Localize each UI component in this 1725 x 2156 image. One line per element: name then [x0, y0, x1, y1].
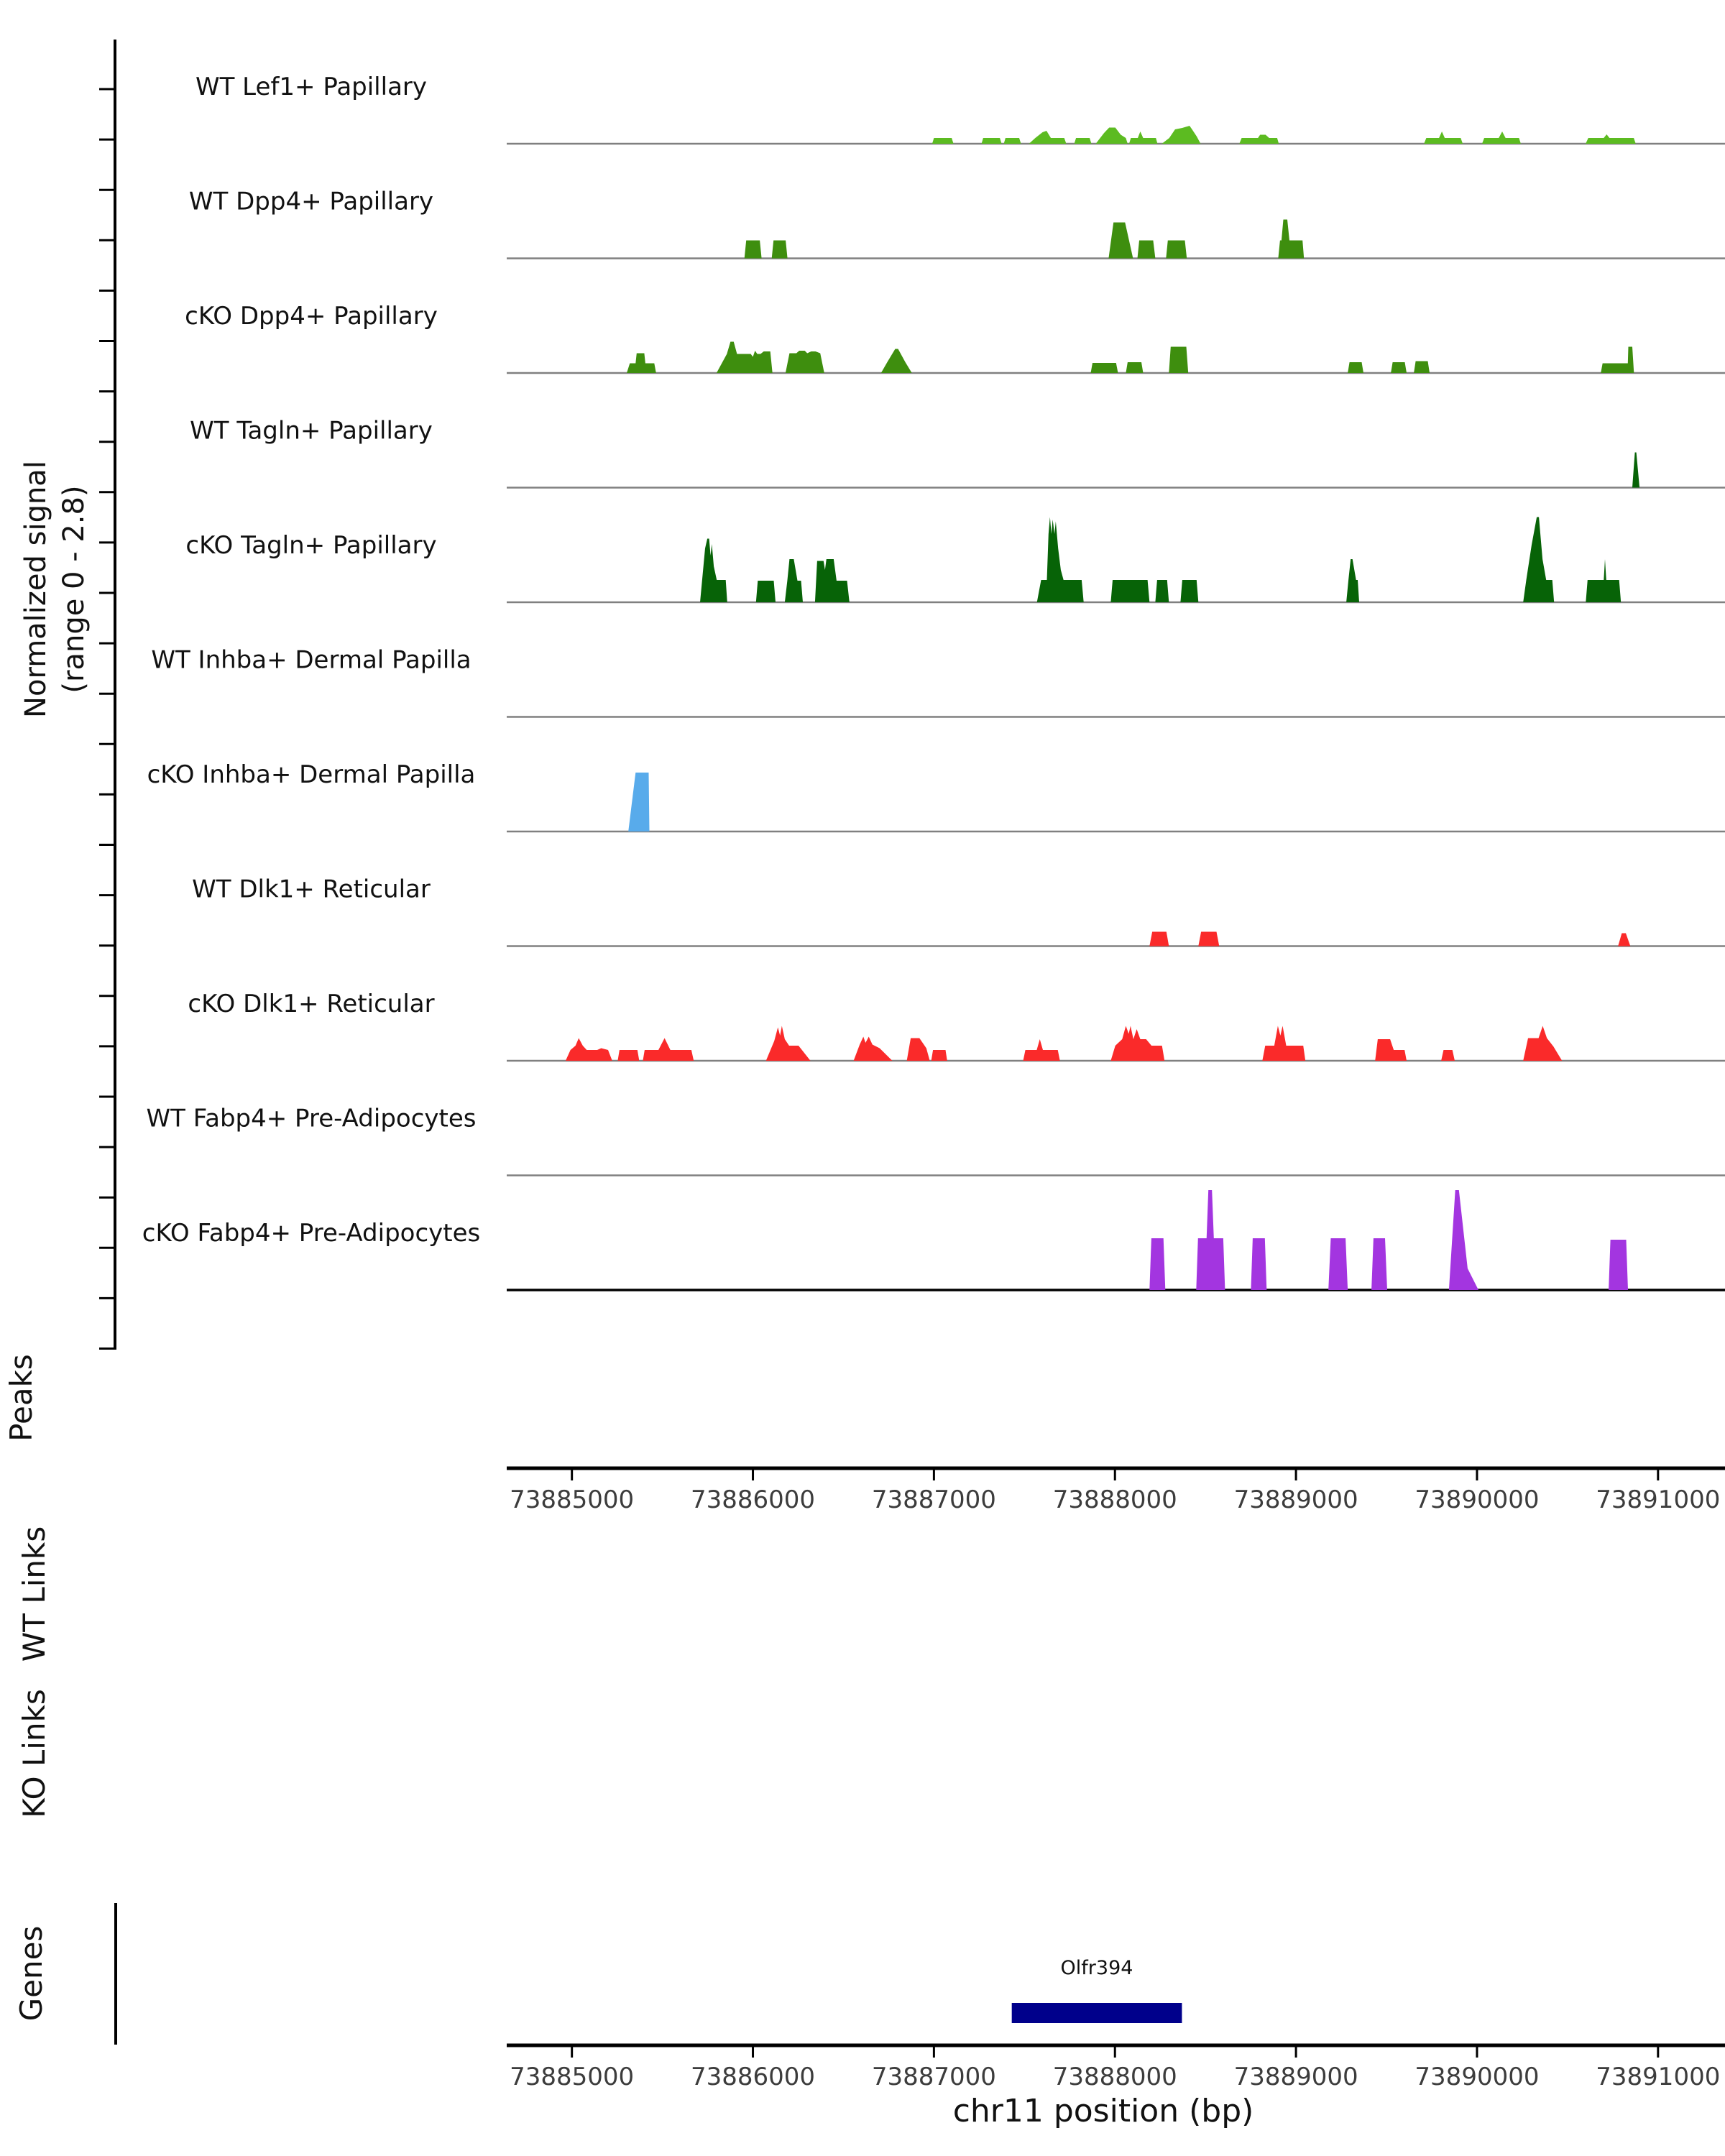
x-axis-tick-label: 73888000 [1052, 2063, 1177, 2091]
x-axis-tick-label: 73887000 [871, 1485, 996, 1514]
signal-peak [785, 559, 803, 602]
signal-peak [1029, 131, 1067, 144]
signal-peak [932, 138, 954, 144]
signal-peak [1162, 126, 1201, 144]
track-label: WT Dlk1+ Reticular [192, 875, 431, 904]
track-row [151, 646, 1725, 717]
signal-peak [1414, 361, 1430, 374]
signal-peak [1371, 1238, 1387, 1290]
track-label: WT Inhba+ Dermal Papilla [151, 645, 472, 675]
signal-peak [643, 1038, 694, 1061]
x-axis-tick-label: 73888000 [1052, 1485, 1177, 1514]
track-label: WT Dpp4+ Papillary [188, 187, 434, 216]
track-row [147, 1105, 1725, 1176]
signal-peak [766, 1026, 811, 1061]
signal-peak [1441, 1050, 1455, 1061]
track-row [185, 302, 1725, 373]
signal-peak [982, 138, 1002, 144]
signal-peak [1239, 135, 1279, 144]
y-axis-label-line2: (range 0 - 2.8) [58, 485, 91, 694]
track-row [189, 188, 1725, 259]
x-axis-title: chr11 position (bp) [952, 2093, 1254, 2129]
x-axis-tick-label: 73885000 [510, 2063, 635, 2091]
track-label: WT Fabp4+ Pre-Adipocytes [146, 1104, 477, 1133]
signal-peak [1586, 134, 1636, 144]
signal-peak [1110, 580, 1149, 602]
signal-peak [1196, 1190, 1225, 1290]
track-label: WT Lef1+ Papillary [195, 73, 428, 101]
x-axis-tick-label: 73886000 [690, 1485, 816, 1514]
track-row [192, 875, 1725, 946]
signal-peak [1632, 453, 1639, 488]
signal-peak [786, 351, 824, 373]
signal-peak [907, 1038, 930, 1061]
signal-peak [772, 241, 788, 259]
signal-peak [1169, 347, 1188, 374]
wt-links-section-label: WT Links [17, 1526, 52, 1662]
track-label: cKO Dpp4+ Papillary [185, 302, 438, 331]
signal-peak [1149, 1238, 1165, 1290]
y-axis-label-line1: Normalized signal [19, 461, 52, 718]
signal-peak [1091, 363, 1118, 373]
x-axis-tick-label: 73890000 [1414, 1485, 1540, 1514]
track-label: cKO Fabp4+ Pre-Adipocytes [142, 1219, 481, 1248]
track-row [196, 73, 1725, 144]
signal-peak [1251, 1238, 1266, 1290]
signal-peak [1391, 362, 1407, 373]
gene-body-bar [1012, 2003, 1182, 2023]
x-axis-tick-label: 73891000 [1596, 1485, 1721, 1514]
x-axis-tick-label: 73891000 [1596, 2063, 1721, 2091]
peaks-section-label: Peaks [4, 1354, 39, 1442]
track-label: WT Tagln+ Papillary [190, 416, 433, 446]
signal-peak [1375, 1039, 1407, 1061]
signal-peak [1024, 1039, 1060, 1061]
signal-peak [1523, 517, 1554, 603]
signal-peak [1180, 580, 1198, 602]
signal-peak [1108, 223, 1133, 259]
peaks-x-axis [507, 1468, 1725, 1514]
signal-peak [881, 349, 912, 374]
signal-peak [617, 1050, 639, 1061]
x-axis-tick-label: 73885000 [510, 1485, 635, 1514]
track-row [188, 990, 1725, 1061]
signal-peak [1348, 362, 1363, 373]
signal-peak [932, 1050, 947, 1061]
signal-peak [1129, 132, 1158, 144]
signal-peak [854, 1037, 893, 1061]
gene-bars [1012, 2003, 1182, 2023]
signal-tracks [142, 73, 1725, 1290]
signal-peak [1004, 138, 1021, 144]
x-axis-tick-label: 73890000 [1414, 2063, 1540, 2091]
genes-x-axis [507, 2045, 1725, 2091]
track-row [190, 417, 1725, 488]
signal-peak [1328, 1238, 1348, 1290]
track-row [142, 1190, 1725, 1290]
x-axis-tick-label: 73886000 [690, 2063, 816, 2091]
signal-peak [566, 1038, 612, 1061]
x-axis-tick-label: 73889000 [1233, 2063, 1358, 2091]
signal-peak [1609, 1240, 1628, 1290]
signal-peak [1424, 132, 1463, 144]
signal-peak [1262, 1026, 1305, 1061]
ko-links-section-label: KO Links [17, 1689, 52, 1818]
x-axis-tick-label: 73889000 [1233, 1485, 1358, 1514]
signal-peak [717, 342, 773, 374]
signal-peak [1155, 580, 1169, 602]
signal-peak [1037, 517, 1084, 603]
signal-peak [1075, 138, 1092, 144]
signal-peak [1096, 128, 1128, 144]
signal-peak [1198, 932, 1219, 946]
signal-peak [815, 559, 850, 602]
signal-peak [1346, 559, 1359, 602]
track-label: cKO Dlk1+ Reticular [188, 990, 435, 1018]
signal-peak [1482, 132, 1521, 144]
signal-peak [756, 581, 776, 602]
signal-peak [1126, 362, 1143, 373]
signal-peak [1166, 241, 1187, 259]
signal-peak [1618, 934, 1630, 946]
genes-section-label: Genes [14, 1925, 49, 2022]
signal-peak [745, 241, 762, 259]
signal-peak [1586, 559, 1621, 602]
track-row [147, 760, 1725, 831]
track-label: cKO Tagln+ Papillary [185, 531, 437, 560]
signal-peak [1110, 1026, 1164, 1061]
track-label: cKO Inhba+ Dermal Papilla [147, 760, 476, 789]
gene-name-label: Olfr394 [1060, 1957, 1133, 1979]
signal-peak [1523, 1026, 1562, 1061]
signal-peak [700, 539, 727, 603]
signal-peak [1149, 932, 1169, 946]
signal-peak [1449, 1190, 1478, 1290]
signal-peak [1278, 220, 1304, 259]
signal-peak [628, 773, 649, 831]
signal-peak [627, 354, 656, 374]
signal-peak [1601, 347, 1634, 374]
signal-axis-spine [99, 40, 115, 1350]
track-row [185, 517, 1725, 603]
x-axis-tick-label: 73887000 [871, 2063, 996, 2091]
signal-peak [1138, 241, 1156, 259]
